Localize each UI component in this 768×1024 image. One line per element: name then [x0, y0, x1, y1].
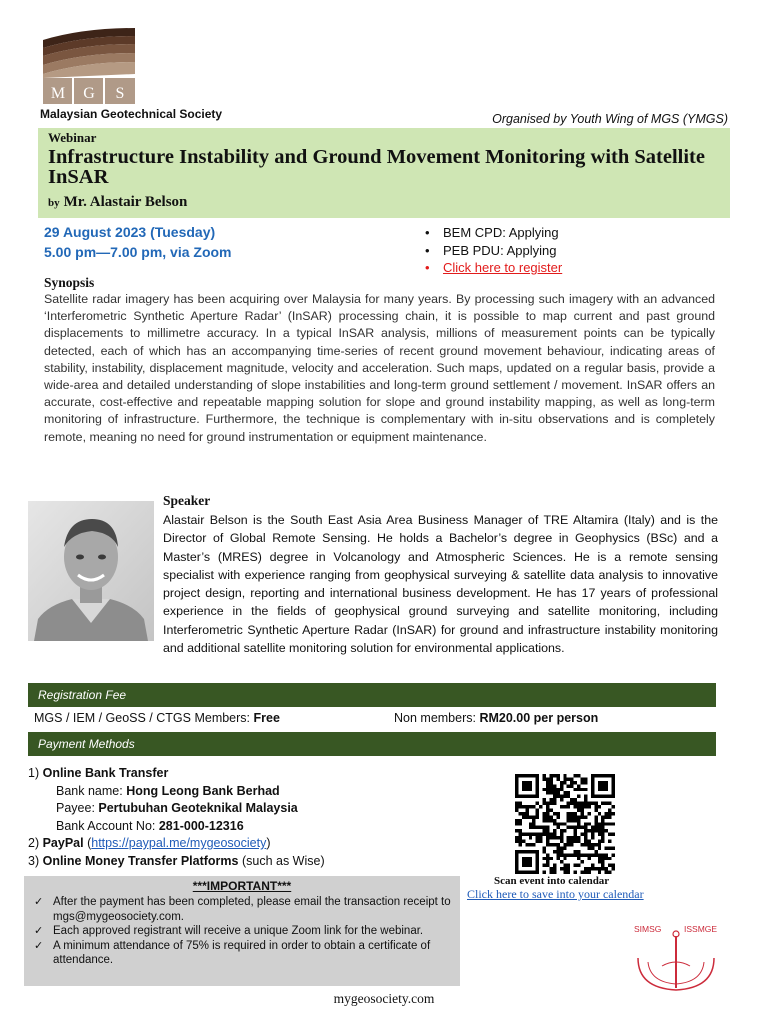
peb-pdu-item: • PEB PDU: Applying [425, 242, 562, 260]
payee-label: Payee: [56, 801, 99, 815]
paren-close: ) [266, 836, 271, 850]
account-label: Bank Account No: [56, 818, 159, 833]
nonmembers-fee-label: Non members: [394, 711, 480, 725]
bank-name-row [28, 783, 325, 801]
society-name: Malaysian Geotechnical Society [40, 107, 223, 121]
issmge-label: ISSMGE [684, 924, 718, 934]
synopsis-heading: Synopsis [44, 275, 95, 290]
bank-name-value: Hong Leong Bank Berhad [126, 783, 280, 798]
list-number: 3) [28, 853, 43, 868]
simsg-label: SIMSG [634, 924, 662, 934]
important-title [24, 879, 460, 893]
organiser-note: Organised by Youth Wing of MGS (YMGS) [492, 112, 728, 126]
payee-row [28, 800, 325, 818]
important-item: ✓ Each approved registrant will receive a unique Zoom link for the webinar. [32, 924, 452, 939]
paypal-link[interactable]: https://paypal.me/mygeosociety [91, 836, 267, 850]
speaker-name: Mr. Alastair Belson [63, 194, 188, 210]
speaker-bio: Alastair Belson is the South East Asia Area Business Manager of TRE Altamira (Italy) and is the Director of Global Remote Sensing. He holds a Bachelor’s degree in Geophysics (BSc) and a Master’s (MRES) degree in Volcanology and Atmospheric Sciences. He is a remote sensing specialist with experience ranging from geophysical surveying & satellite data analysis to innovative project design, reporting and international business development. He has 17 years of professional experience in the fields of geophysical ground surveying and satellite monitoring, including Interferometric Synthetic Aperture Radar (InSAR) for ground and infrastructure instability monitoring and additional satellite monitoring solution for environmental applications. [163, 513, 718, 656]
list-number: 1) [28, 766, 43, 780]
payee-value: Pertubuhan Geoteknikal Malaysia [98, 801, 298, 815]
payment-method-note: (such as Wise) [238, 853, 325, 868]
bank-name-label: Bank name: [56, 783, 127, 798]
save-calendar-link[interactable]: Click here to save into your calendar [467, 887, 644, 901]
important-list [32, 895, 452, 968]
payment-methods [28, 765, 325, 870]
payment-method-paypal [28, 835, 325, 853]
payment-method-bank [28, 765, 325, 783]
members-fee-value: Free [253, 711, 280, 725]
payment-methods-bar: Payment Methods [28, 732, 716, 756]
scan-caption: Scan event into calendar [494, 875, 610, 887]
webinar-label: Webinar [48, 130, 97, 145]
logo-letter: S [115, 85, 125, 102]
by-word: by [48, 197, 60, 209]
calendar-qr-code[interactable] [512, 774, 618, 874]
speaker-photo [28, 501, 154, 641]
account-row [28, 818, 325, 836]
speaker-heading: Speaker [163, 493, 211, 508]
mgs-logo [43, 26, 135, 104]
title-band [38, 128, 730, 218]
account-value: 281-000-12316 [158, 818, 244, 833]
payment-method-transfer [28, 853, 325, 871]
speaker-byline [48, 193, 720, 211]
list-number: 2) [28, 836, 43, 850]
important-item: ✓ After the payment has been completed, please email the transaction receipt to mgs@mygeosociety.com. [32, 895, 452, 924]
payment-method-label: Online Bank Transfer [42, 766, 169, 780]
synopsis-text: Satellite radar imagery has been acquiring over Malaysia for many years. By processing such imagery with an advanced ‘Interferometric Synthetic Aperture Radar’ (InSAR) processing chain, it is possible to map current and past ground displacements to millimetre accuracy. In a typical InSAR analysis, millions of measurement points can be typically detected, each of which has an accompanying time-series of recent ground movement behaviour, indicating areas of stability, instability, displacement magnitude, velocity and acceleration. Such maps, updated on a regular basis, provide a wide-area and detailed understanding of slope instabilities and long-term ground settlement / movement. InSAR offers an accurate, cost-effective and repeatable mapping solution for slope and ground instability mapping, as well as long-term monitoring of infrastructure. Furthermore, the technique is complementary with in-situ observations and is completely remote, meaning no need for ground instrumentation or equipment maintenance. [44, 292, 715, 444]
event-date: 29 August 2023 (Tuesday) [44, 224, 216, 240]
nonmembers-fee [394, 711, 598, 725]
nonmembers-fee-value: RM20.00 per person [479, 711, 599, 725]
payment-method-label: Online Money Transfer Platforms [42, 853, 239, 868]
event-time: 5.00 pm—7.00 pm, via Zoom [44, 244, 232, 260]
register-link[interactable]: Click here to register [443, 260, 563, 275]
register-item [425, 259, 562, 277]
event-title: Infrastructure Instability and Ground Movement Monitoring with Satellite InSAR [48, 146, 705, 188]
members-fee-label: MGS / IEM / GeoSS / CTGS Members: [34, 711, 254, 725]
important-item: ✓ A minimum attendance of 75% is required in order to obtain a certificate of attendance. [32, 939, 452, 968]
members-fee [34, 711, 280, 725]
paren-open: ( [83, 836, 92, 850]
important-title-text: ***IMPORTANT*** [192, 879, 292, 893]
footer-website[interactable]: mygeosociety.com [333, 991, 435, 1006]
payment-method-label: PayPal [42, 836, 84, 850]
registration-fee-bar: Registration Fee [28, 683, 716, 707]
logo-letter: M [50, 85, 66, 102]
accreditation-list [425, 224, 562, 277]
logo-letter: G [83, 85, 95, 102]
bem-cpd-item: • BEM CPD: Applying [425, 224, 562, 242]
important-notice [24, 876, 460, 986]
